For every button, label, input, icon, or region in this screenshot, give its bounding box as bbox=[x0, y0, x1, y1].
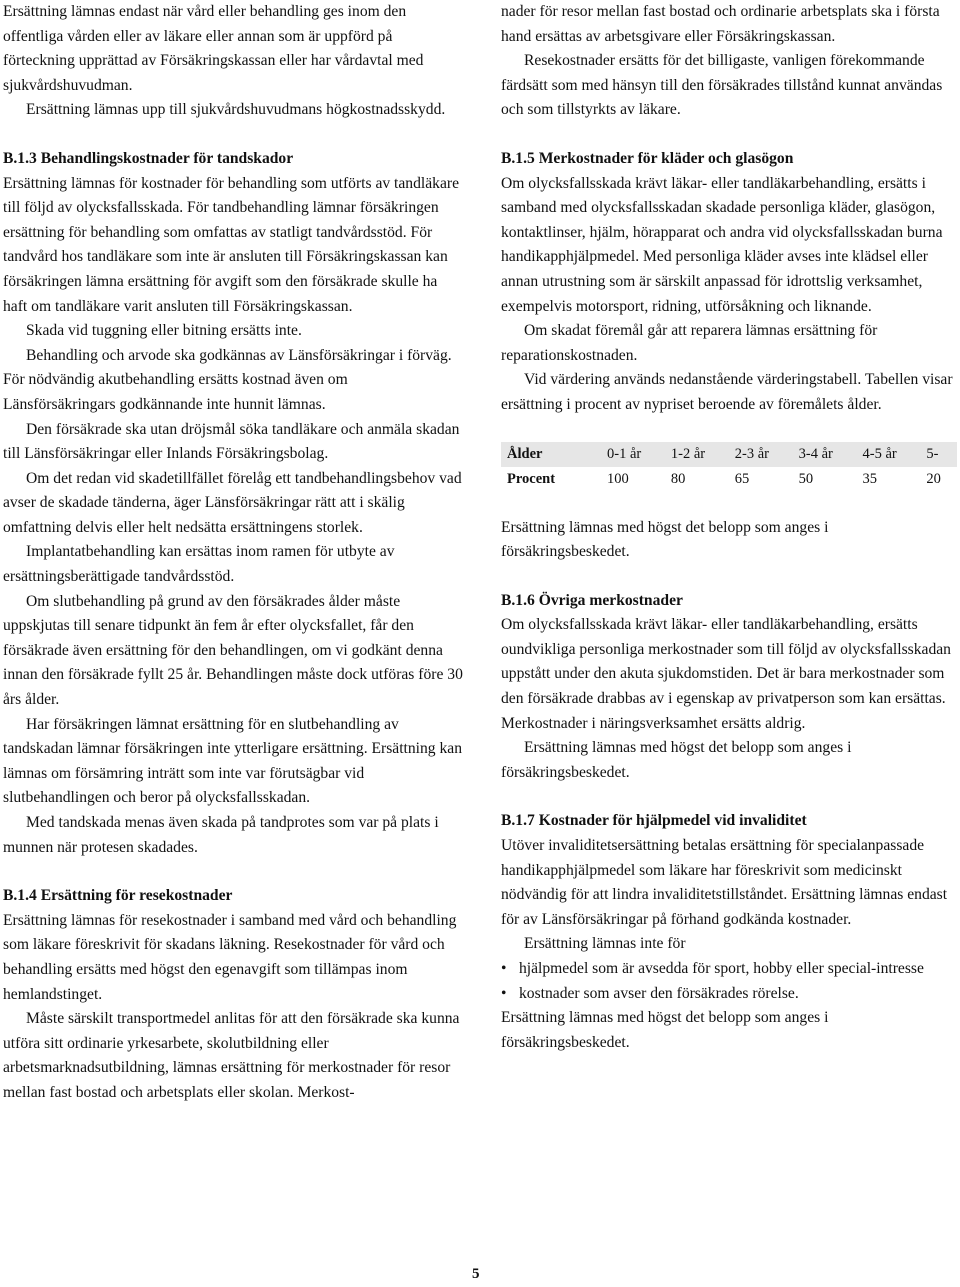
paragraph: Måste särskilt transportmedel anlitas för att den försäkrade ska kunna utföra sitt ordinarie yrkesarbete, skolutbildning eller arbetsmarknadsutbildning, lämnas ersättning för merkostnader för resor mellan fast bostad och arbetsplats eller skolan. Merkost- bbox=[3, 1010, 460, 1101]
table-cell: 2-3 år bbox=[729, 442, 793, 467]
paragraph: Ersättning lämnas med högst det belopp som anges i försäkringsbeskedet. bbox=[501, 1009, 829, 1051]
paragraph: Om slutbehandling på grund av den försäkrades ålder måste uppskjutas till senare tidpunkt än fem år efter olycksfallet, får den försäkrade även ersättning för den behandlingen, om vi godkänt denna innan den försäkrade fyllt 25 år. Behandlingen måste dock utföras före 30 års ålder. bbox=[3, 592, 463, 709]
table-cell: 65 bbox=[734, 470, 750, 487]
list-item-text: hjälpmedel som är avsedda för sport, hobby eller special-intresse bbox=[519, 960, 924, 977]
paragraph: Utöver invaliditetsersättning betalas ersättning för specialanpassade handikapphjälpmedel som läkare har föreskrivit som medicinskt nödvändig för att lindra invaliditetstillståndet. Ersättning lämnas endast för av Länsförsäkringar på förhand godkända kostnader. bbox=[501, 837, 948, 928]
paragraph: Ersättning lämnas för kostnader för behandling som utförts av tandläkare till följd av olycksfallsskada. För tandbehandling lämnar försäkringen ersättning för behandling som omfattas av statligt tandvårdsstöd. För tandvård hos tandläkare som inte är ansluten till Försäkringskassan kan försäkringen lämna ersättning för avgift som den försäkrade skulle ha haft om tandläkare varit ansluten till Försäkringskassan. bbox=[3, 174, 459, 315]
paragraph: nader för resor mellan fast bostad och ordinarie arbetsplats ska i första hand ersättas av arbetsgivare eller Försäkringskassan. bbox=[501, 3, 940, 45]
paragraph: Den försäkrade ska utan dröjsmål söka tandläkare och anmäla skadan till Länsförsäkringar eller Inlands Försäkringsbolag. bbox=[3, 420, 460, 463]
list-item-text: kostnader som avser den försäkrades rörelse. bbox=[519, 984, 799, 1002]
paragraph: Om olycksfallsskada krävt läkar- eller tandläkarbehandling, ersätts oundvikliga personliga merkostnader som till följd av olycksfallsskadan uppstått under den akuta sjukdomstiden. Det är bara merkostnader som den försäkrade drabbas av i egenskap av privatperson som kan ersättas. Merkostnader i näringsverksamhet ersätts aldrig. bbox=[501, 616, 951, 732]
list-item bbox=[501, 957, 957, 982]
table-cell: 0-1 år bbox=[601, 442, 665, 467]
paragraph: Ersättning lämnas för resekostnader i samband med vård och behandling som läkare föreskrivit för skadans läkning. Resekostnader för vård och behandling ersätts med högst den egenavgift som tillämpas inom hemlandstinget. bbox=[3, 911, 457, 1003]
left-column bbox=[3, 0, 463, 1106]
table-row bbox=[501, 467, 957, 492]
paragraph: Med tandskada menas även skada på tandprotes som var på plats i munnen när protesen skadades. bbox=[3, 814, 439, 856]
table-cell: 35 bbox=[862, 470, 877, 487]
paragraph: Ersättning lämnas inte för bbox=[524, 935, 686, 953]
paragraph: Ersättning lämnas upp till sjukvårdshuvudmans högkostnadsskydd. bbox=[26, 101, 446, 119]
section-heading-b14: B.1.4 Ersättning för resekostnader bbox=[3, 887, 233, 905]
table-cell: 20 bbox=[926, 470, 941, 487]
right-column bbox=[501, 0, 957, 1055]
table-cell: 3-4 år bbox=[793, 442, 857, 467]
paragraph: Ersättning lämnas med högst det belopp som anges i försäkringsbeskedet. bbox=[501, 739, 852, 781]
section-heading-b16: B.1.6 Övriga merkostnader bbox=[501, 591, 683, 609]
section-heading-b13: B.1.3 Behandlingskostnader för tandskador bbox=[3, 149, 294, 167]
section-heading-b17: B.1.7 Kostnader för hjälpmedel vid invaliditet bbox=[501, 812, 807, 830]
paragraph: Skada vid tuggning eller bitning ersätts inte. bbox=[26, 322, 302, 340]
paragraph: Om det redan vid skadetillfället förelåg ett tandbehandlingsbehov vad avser de skadade tänderna, äger Länsförsäkringar rätt att i skälig omfattning delvis eller helt nedsätta ersättningens storlek. bbox=[3, 469, 462, 536]
table-cell: Procent bbox=[507, 470, 556, 487]
table-cell: 80 bbox=[670, 470, 686, 487]
paragraph: Ersättning lämnas endast när vård eller behandling ges inom den offentliga vården eller av läkare eller annan som är uppförd på förteckning upprättad av Försäkringskassan eller har vårdavtal med sjukvårdshuvudman. bbox=[3, 3, 424, 94]
table-cell: 50 bbox=[798, 470, 814, 487]
page-number: 5 bbox=[472, 1266, 480, 1282]
bullet-icon: • bbox=[501, 984, 507, 1002]
table-cell: 100 bbox=[607, 470, 629, 487]
table-cell: 5- bbox=[920, 442, 957, 467]
valuation-table bbox=[501, 442, 957, 492]
paragraph: Om olycksfallsskada krävt läkar- eller tandläkarbehandling, ersätts i samband med olycksfallsskadan skadade personliga kläder, glasögon, kontaktlinser, hjälm, hörapparat och andra vid olycksfallsskadan burna handikapphjälpmedel. Med personliga kläder avses inte klädsel eller annan utrustning som är särskilt anpassad för idrottslig verksamhet, exempelvis motorsport, ridning, utförsåkning och liknande. bbox=[501, 174, 943, 315]
table-cell: 1-2 år bbox=[665, 442, 729, 467]
paragraph: Behandling och arvode ska godkännas av Länsförsäkringar i förväg. För nödvändig akutbehandling ersätts kostnad även om Länsförsäkringars godkännande inte hunnit lämnas. bbox=[3, 346, 452, 413]
paragraph: Vid värdering används nedanstående värderingstabell. Tabellen visar ersättning i procent av nypriset beroende av föremålets ålder. bbox=[501, 371, 953, 413]
paragraph: Om skadat föremål går att reparera lämnas ersättning för reparationskostnaden. bbox=[501, 322, 878, 364]
table-row bbox=[501, 442, 957, 467]
paragraph: Har försäkringen lämnat ersättning för en slutbehandling av tandskadan lämnar försäkringen inte ytterligare ersättning. Ersättning kan lämnas om försämring inträtt som inte var förutsägbar vid slutbehandlingen och beror på olycksfallsskadan. bbox=[3, 715, 462, 807]
bullet-icon: • bbox=[501, 960, 507, 977]
table-cell: Ålder bbox=[501, 442, 601, 467]
table-cell: 4-5 år bbox=[857, 442, 921, 467]
section-heading-b15: B.1.5 Merkostnader för kläder och glasögon bbox=[501, 149, 794, 167]
list-item bbox=[501, 982, 957, 1007]
paragraph: Ersättning lämnas med högst det belopp som anges i försäkringsbeskedet. bbox=[501, 518, 829, 561]
paragraph: Resekostnader ersätts för det billigaste, vanligen förekommande färdsätt som med hänsyn till den försäkrades tillstånd kunnat användas och som tillstyrkts av läkare. bbox=[501, 52, 943, 119]
paragraph: Implantatbehandling kan ersättas inom ramen för utbyte av ersättningsberättigade tandvårdsstöd. bbox=[3, 543, 395, 586]
